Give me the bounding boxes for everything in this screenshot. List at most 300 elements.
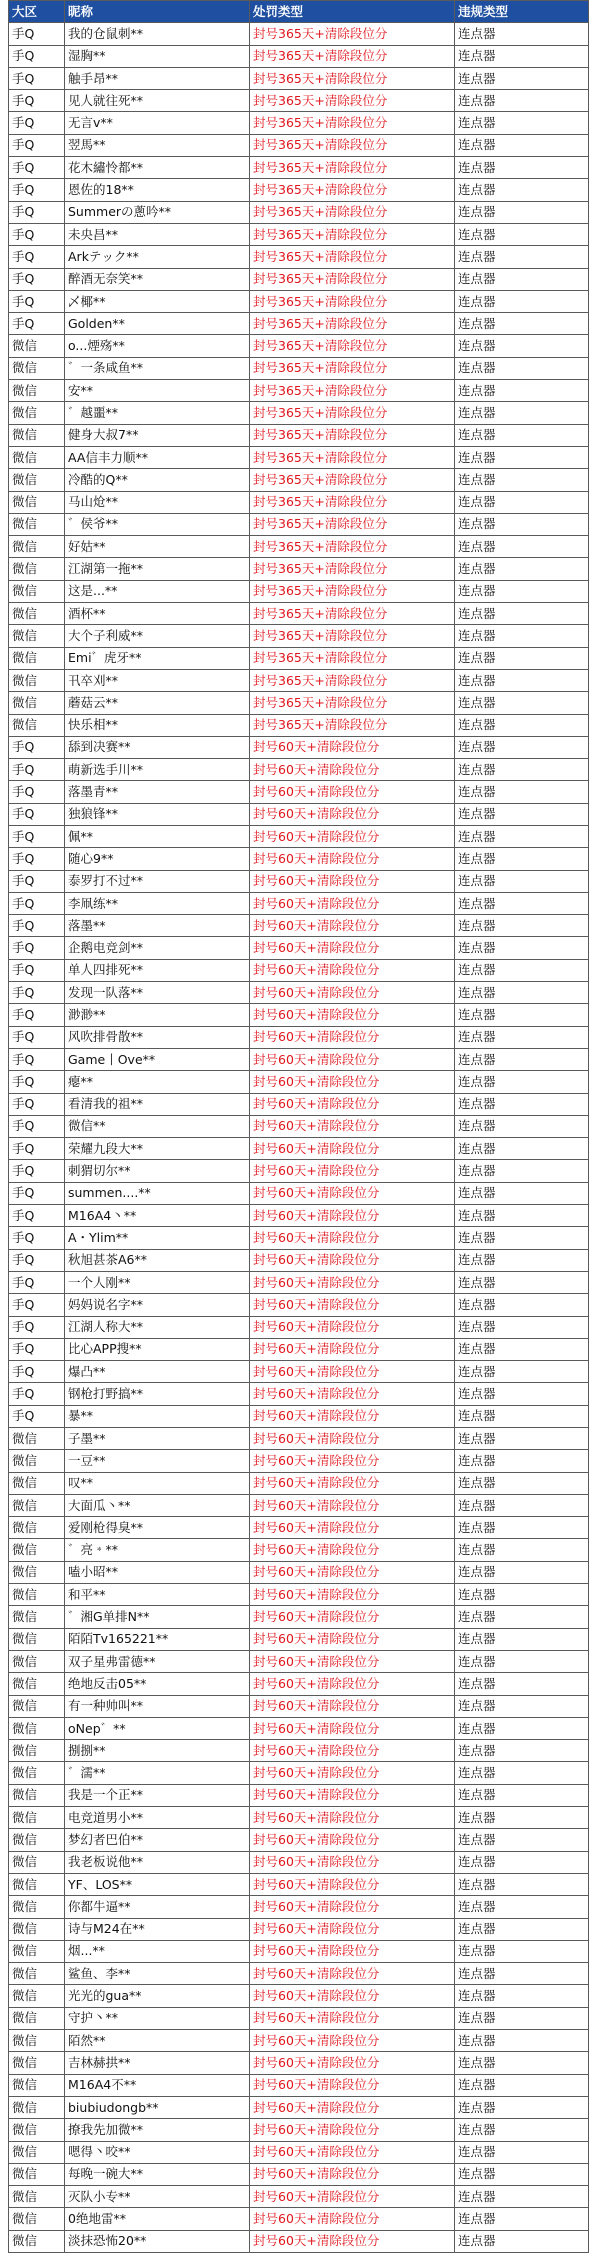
violation-cell: 连点器: [455, 90, 589, 112]
nickname-cell: 好姑**: [65, 536, 250, 558]
penalty-cell: 封号60天+清除段位分: [250, 870, 455, 892]
violation-cell: 连点器: [455, 2186, 589, 2208]
penalty-cell: 封号60天+清除段位分: [250, 803, 455, 825]
violation-cell: 连点器: [455, 870, 589, 892]
penalty-cell: 封号365天+清除段位分: [250, 223, 455, 245]
violation-cell: 连点器: [455, 2208, 589, 2230]
violation-cell: 连点器: [455, 759, 589, 781]
region-cell: 手Q: [9, 246, 65, 268]
table-row: [9, 1450, 589, 1472]
region-cell: 手Q: [9, 1361, 65, 1383]
table-row: [9, 1004, 589, 1026]
region-cell: 微信: [9, 692, 65, 714]
violation-cell: 连点器: [455, 2163, 589, 2185]
region-cell: 手Q: [9, 870, 65, 892]
violation-cell: 连点器: [455, 1494, 589, 1516]
table-row: [9, 1405, 589, 1427]
nickname-cell: 梦幻者巴伯**: [65, 1829, 250, 1851]
table-row: [9, 1963, 589, 1985]
table-row: [9, 1338, 589, 1360]
table-row: [9, 2074, 589, 2096]
nickname-cell: 每晚一碗大**: [65, 2163, 250, 2185]
penalty-cell: 封号60天+清除段位分: [250, 1650, 455, 1672]
table-row: [9, 179, 589, 201]
violation-cell: 连点器: [455, 1940, 589, 1962]
region-cell: 微信: [9, 558, 65, 580]
table-row: [9, 1873, 589, 1895]
violation-cell: 连点器: [455, 558, 589, 580]
nickname-cell: 叹**: [65, 1472, 250, 1494]
violation-cell: 连点器: [455, 357, 589, 379]
penalty-cell: 封号60天+清除段位分: [250, 1428, 455, 1450]
nickname-cell: 恩佐的18**: [65, 179, 250, 201]
penalty-cell: 封号60天+清除段位分: [250, 937, 455, 959]
region-cell: 微信: [9, 1450, 65, 1472]
nickname-cell: 子墨**: [65, 1428, 250, 1450]
table-row: [9, 357, 589, 379]
table-row: [9, 803, 589, 825]
table-row: [9, 1205, 589, 1227]
penalty-cell: 封号365天+清除段位分: [250, 45, 455, 67]
penalty-cell: 封号60天+清除段位分: [250, 1494, 455, 1516]
region-cell: 微信: [9, 1428, 65, 1450]
table-row: [9, 1717, 589, 1739]
violation-cell: 连点器: [455, 1695, 589, 1717]
table-row: [9, 603, 589, 625]
violation-cell: 连点器: [455, 1405, 589, 1427]
region-cell: 微信: [9, 1717, 65, 1739]
nickname-cell: 陌陌Tv165221**: [65, 1628, 250, 1650]
violation-cell: 连点器: [455, 1160, 589, 1182]
nickname-cell: oNep゛**: [65, 1717, 250, 1739]
region-cell: 微信: [9, 1561, 65, 1583]
violation-cell: 连点器: [455, 736, 589, 758]
nickname-cell: 我的仓鼠刺**: [65, 23, 250, 45]
table-row: [9, 313, 589, 335]
region-cell: 微信: [9, 2030, 65, 2052]
penalty-cell: 封号60天+清除段位分: [250, 1338, 455, 1360]
nickname-cell: ゛亮﹡**: [65, 1539, 250, 1561]
table-row: [9, 982, 589, 1004]
region-cell: 手Q: [9, 982, 65, 1004]
penalty-cell: 封号60天+清除段位分: [250, 1963, 455, 1985]
penalty-cell: 封号60天+清除段位分: [250, 1517, 455, 1539]
table-row: [9, 1138, 589, 1160]
nickname-cell: 萌新选手川**: [65, 759, 250, 781]
nickname-cell: 和平**: [65, 1584, 250, 1606]
table-row: [9, 1182, 589, 1204]
region-cell: 微信: [9, 380, 65, 402]
nickname-cell: 嗑小昭**: [65, 1561, 250, 1583]
table-row: [9, 2141, 589, 2163]
violation-cell: 连点器: [455, 1985, 589, 2007]
region-cell: 手Q: [9, 223, 65, 245]
violation-cell: 连点器: [455, 1249, 589, 1271]
violation-cell: 连点器: [455, 1428, 589, 1450]
region-cell: 微信: [9, 1539, 65, 1561]
penalty-cell: 封号60天+清除段位分: [250, 1628, 455, 1650]
region-cell: 微信: [9, 2096, 65, 2118]
penalty-cell: 封号60天+清除段位分: [250, 1896, 455, 1918]
penalty-cell: 封号60天+清除段位分: [250, 1048, 455, 1070]
violation-cell: 连点器: [455, 2052, 589, 2074]
table-row: [9, 1650, 589, 1672]
nickname-cell: 大面瓜丶**: [65, 1494, 250, 1516]
region-cell: 微信: [9, 1762, 65, 1784]
violation-cell: 连点器: [455, 1517, 589, 1539]
nickname-cell: 泰罗打不过**: [65, 870, 250, 892]
nickname-cell: 这是...**: [65, 580, 250, 602]
region-cell: 微信: [9, 402, 65, 424]
region-cell: 微信: [9, 2163, 65, 2185]
table-row: [9, 558, 589, 580]
region-cell: 手Q: [9, 45, 65, 67]
table-row: [9, 1539, 589, 1561]
table-row: [9, 223, 589, 245]
region-cell: 微信: [9, 335, 65, 357]
table-row: [9, 759, 589, 781]
violation-cell: 连点器: [455, 1205, 589, 1227]
nickname-cell: 落墨**: [65, 915, 250, 937]
penalty-cell: 封号365天+清除段位分: [250, 603, 455, 625]
nickname-cell: M16A4不**: [65, 2074, 250, 2096]
region-cell: 微信: [9, 536, 65, 558]
table-row: [9, 469, 589, 491]
region-cell: 微信: [9, 2007, 65, 2029]
region-cell: 手Q: [9, 290, 65, 312]
nickname-cell: 吉林赫拱**: [65, 2052, 250, 2074]
nickname-cell: 渺渺**: [65, 1004, 250, 1026]
nickname-cell: 李凧练**: [65, 892, 250, 914]
penalty-cell: 封号365天+清除段位分: [250, 157, 455, 179]
table-row: [9, 1160, 589, 1182]
violation-cell: 连点器: [455, 848, 589, 870]
penalty-cell: 封号60天+清除段位分: [250, 1093, 455, 1115]
penalty-cell: 封号365天+清除段位分: [250, 424, 455, 446]
nickname-cell: 诗与M24在**: [65, 1918, 250, 1940]
penalty-cell: 封号60天+清除段位分: [250, 1450, 455, 1472]
region-cell: 手Q: [9, 1205, 65, 1227]
penalty-cell: 封号365天+清除段位分: [250, 536, 455, 558]
violation-cell: 连点器: [455, 1182, 589, 1204]
nickname-cell: 微信**: [65, 1115, 250, 1137]
violation-cell: 连点器: [455, 402, 589, 424]
region-cell: 手Q: [9, 268, 65, 290]
table-row: [9, 2119, 589, 2141]
region-cell: 手Q: [9, 157, 65, 179]
nickname-cell: 花木繡怜都**: [65, 157, 250, 179]
region-cell: 微信: [9, 1851, 65, 1873]
region-cell: 手Q: [9, 1249, 65, 1271]
region-cell: 手Q: [9, 848, 65, 870]
violation-cell: 连点器: [455, 1807, 589, 1829]
table-row: [9, 781, 589, 803]
violation-cell: 连点器: [455, 959, 589, 981]
violation-cell: 连点器: [455, 1963, 589, 1985]
violation-cell: 连点器: [455, 1338, 589, 1360]
region-cell: 微信: [9, 1807, 65, 1829]
violation-cell: 连点器: [455, 1450, 589, 1472]
nickname-cell: 秋旭甚茶A6**: [65, 1249, 250, 1271]
region-cell: 微信: [9, 1940, 65, 1962]
penalty-cell: 封号60天+清除段位分: [250, 1115, 455, 1137]
violation-cell: 连点器: [455, 380, 589, 402]
violation-cell: 连点器: [455, 1762, 589, 1784]
violation-cell: 连点器: [455, 803, 589, 825]
table-row: [9, 1851, 589, 1873]
penalty-cell: 封号60天+清除段位分: [250, 2141, 455, 2163]
table-row: [9, 1584, 589, 1606]
table-row: [9, 1829, 589, 1851]
penalty-cell: 封号365天+清除段位分: [250, 290, 455, 312]
table-row: [9, 1249, 589, 1271]
penalty-cell: 封号60天+清除段位分: [250, 1762, 455, 1784]
nickname-cell: summen....**: [65, 1182, 250, 1204]
nickname-cell: ゛侯爷**: [65, 513, 250, 535]
nickname-cell: M16A4丶**: [65, 1205, 250, 1227]
region-cell: 微信: [9, 491, 65, 513]
table-row: [9, 2030, 589, 2052]
table-row: [9, 915, 589, 937]
penalty-cell: 封号60天+清除段位分: [250, 1182, 455, 1204]
region-cell: 微信: [9, 1784, 65, 1806]
violation-cell: 连点器: [455, 1740, 589, 1762]
region-cell: 手Q: [9, 1093, 65, 1115]
region-cell: 微信: [9, 2141, 65, 2163]
nickname-cell: 大个子利威**: [65, 625, 250, 647]
table-row: [9, 1071, 589, 1093]
violation-cell: 连点器: [455, 112, 589, 134]
violation-cell: 连点器: [455, 2230, 589, 2252]
nickname-cell: 蘑菇云**: [65, 692, 250, 714]
penalty-cell: 封号365天+清除段位分: [250, 692, 455, 714]
violation-cell: 连点器: [455, 1048, 589, 1070]
table-row: [9, 1673, 589, 1695]
region-cell: 手Q: [9, 1004, 65, 1026]
violation-cell: 连点器: [455, 157, 589, 179]
penalty-cell: 封号60天+清除段位分: [250, 1673, 455, 1695]
violation-cell: 连点器: [455, 1851, 589, 1873]
nickname-cell: 乄椰**: [65, 290, 250, 312]
region-cell: 微信: [9, 1985, 65, 2007]
violation-cell: 连点器: [455, 201, 589, 223]
table-row: [9, 1896, 589, 1918]
violation-cell: 连点器: [455, 223, 589, 245]
region-cell: 微信: [9, 469, 65, 491]
nickname-cell: 电竞道男小**: [65, 1807, 250, 1829]
nickname-cell: 江湖第一拖**: [65, 558, 250, 580]
region-cell: 微信: [9, 513, 65, 535]
region-cell: 手Q: [9, 23, 65, 45]
table-row: [9, 491, 589, 513]
table-row: [9, 892, 589, 914]
region-cell: 手Q: [9, 90, 65, 112]
region-cell: 手Q: [9, 1383, 65, 1405]
violation-cell: 连点器: [455, 1004, 589, 1026]
nickname-cell: 醉酒无奈笑**: [65, 268, 250, 290]
violation-cell: 连点器: [455, 1896, 589, 1918]
region-cell: 微信: [9, 647, 65, 669]
violation-cell: 连点器: [455, 179, 589, 201]
table-row: [9, 67, 589, 89]
nickname-cell: YF、LOS**: [65, 1873, 250, 1895]
region-cell: 微信: [9, 1628, 65, 1650]
table-row: [9, 1115, 589, 1137]
penalty-cell: 封号365天+清除段位分: [250, 246, 455, 268]
penalty-cell: 封号60天+清除段位分: [250, 1918, 455, 1940]
penalty-cell: 封号365天+清除段位分: [250, 268, 455, 290]
region-cell: 微信: [9, 1606, 65, 1628]
region-cell: 手Q: [9, 1405, 65, 1427]
table-row: [9, 1695, 589, 1717]
nickname-cell: 无言v**: [65, 112, 250, 134]
region-cell: 微信: [9, 2074, 65, 2096]
region-cell: 微信: [9, 1740, 65, 1762]
region-cell: 手Q: [9, 1071, 65, 1093]
region-cell: 手Q: [9, 1138, 65, 1160]
penalty-cell: 封号60天+清除段位分: [250, 1985, 455, 2007]
nickname-cell: 爆凸**: [65, 1361, 250, 1383]
nickname-cell: 妈妈说名字**: [65, 1294, 250, 1316]
nickname-cell: 爱刚枪得臭**: [65, 1517, 250, 1539]
region-cell: 手Q: [9, 1026, 65, 1048]
table-row: [9, 1227, 589, 1249]
table-row: [9, 2186, 589, 2208]
violation-cell: 连点器: [455, 1227, 589, 1249]
nickname-cell: 暴**: [65, 1405, 250, 1427]
nickname-cell: 灭队小专**: [65, 2186, 250, 2208]
penalty-cell: 封号60天+清除段位分: [250, 2230, 455, 2252]
violation-cell: 连点器: [455, 1873, 589, 1895]
nickname-cell: 健身大叔7**: [65, 424, 250, 446]
nickname-cell: 钢枪打野搞**: [65, 1383, 250, 1405]
penalty-cell: 封号60天+清除段位分: [250, 2007, 455, 2029]
violation-cell: 连点器: [455, 424, 589, 446]
penalty-cell: 封号60天+清除段位分: [250, 982, 455, 1004]
table-row: [9, 580, 589, 602]
penalty-cell: 封号60天+清除段位分: [250, 2030, 455, 2052]
table-row: [9, 825, 589, 847]
violation-cell: 连点器: [455, 781, 589, 803]
penalty-cell: 封号365天+清除段位分: [250, 179, 455, 201]
penalty-cell: 封号60天+清除段位分: [250, 1361, 455, 1383]
penalty-cell: 封号365天+清除段位分: [250, 67, 455, 89]
penalty-cell: 封号60天+清除段位分: [250, 1740, 455, 1762]
violation-cell: 连点器: [455, 1606, 589, 1628]
region-cell: 手Q: [9, 1048, 65, 1070]
region-cell: 微信: [9, 1896, 65, 1918]
nickname-cell: Summerの蔥吟**: [65, 201, 250, 223]
violation-cell: 连点器: [455, 1361, 589, 1383]
penalty-cell: 封号60天+清除段位分: [250, 759, 455, 781]
penalty-cell: 封号60天+清除段位分: [250, 1205, 455, 1227]
violation-cell: 连点器: [455, 714, 589, 736]
penalty-cell: 封号365天+清除段位分: [250, 647, 455, 669]
nickname-cell: 陌然**: [65, 2030, 250, 2052]
nickname-cell: 江湖人称大**: [65, 1316, 250, 1338]
region-cell: 微信: [9, 1517, 65, 1539]
nickname-cell: 未央昌**: [65, 223, 250, 245]
nickname-cell: 看清我的祖**: [65, 1093, 250, 1115]
nickname-cell: 发现一队落**: [65, 982, 250, 1004]
penalty-cell: 封号60天+清除段位分: [250, 1829, 455, 1851]
region-cell: 手Q: [9, 1294, 65, 1316]
penalty-cell: 封号60天+清除段位分: [250, 1383, 455, 1405]
region-cell: 微信: [9, 446, 65, 468]
penalty-cell: 封号60天+清除段位分: [250, 1472, 455, 1494]
table-row: [9, 2230, 589, 2252]
region-cell: 微信: [9, 2052, 65, 2074]
table-row: [9, 1784, 589, 1806]
region-cell: 微信: [9, 603, 65, 625]
nickname-cell: 撩我先加微**: [65, 2119, 250, 2141]
region-cell: 手Q: [9, 937, 65, 959]
region-cell: 微信: [9, 1695, 65, 1717]
region-cell: 微信: [9, 1918, 65, 1940]
table-row: [9, 90, 589, 112]
table-row: [9, 1271, 589, 1293]
violation-cell: 连点器: [455, 246, 589, 268]
violation-cell: 连点器: [455, 1539, 589, 1561]
region-cell: 微信: [9, 669, 65, 691]
table-row: [9, 536, 589, 558]
region-cell: 手Q: [9, 1227, 65, 1249]
nickname-cell: 企鹅电竞剑**: [65, 937, 250, 959]
penalty-cell: 封号365天+清除段位分: [250, 23, 455, 45]
table-row: [9, 112, 589, 134]
table-row: [9, 1940, 589, 1962]
penalty-cell: 封号60天+清除段位分: [250, 1249, 455, 1271]
penalty-cell: 封号60天+清除段位分: [250, 1561, 455, 1583]
violation-cell: 连点器: [455, 2119, 589, 2141]
violation-cell: 连点器: [455, 1650, 589, 1672]
violation-cell: 连点器: [455, 647, 589, 669]
table-row: [9, 1093, 589, 1115]
violation-cell: 连点器: [455, 2096, 589, 2118]
table-row: [9, 1026, 589, 1048]
penalty-cell: 封号60天+清除段位分: [250, 1784, 455, 1806]
region-cell: 手Q: [9, 67, 65, 89]
violation-cell: 连点器: [455, 335, 589, 357]
table-row: [9, 157, 589, 179]
nickname-cell: ゛一条咸鱼**: [65, 357, 250, 379]
violation-cell: 连点器: [455, 67, 589, 89]
table-row: [9, 1361, 589, 1383]
header-nickname: 昵称: [65, 1, 250, 23]
penalty-cell: 封号60天+清除段位分: [250, 2096, 455, 2118]
penalty-cell: 封号60天+清除段位分: [250, 1316, 455, 1338]
region-cell: 手Q: [9, 134, 65, 156]
nickname-cell: 一豆**: [65, 1450, 250, 1472]
penalty-cell: 封号365天+清除段位分: [250, 580, 455, 602]
violation-cell: 连点器: [455, 982, 589, 1004]
region-cell: 微信: [9, 580, 65, 602]
penalty-cell: 封号60天+清除段位分: [250, 1584, 455, 1606]
penalty-cell: 封号60天+清除段位分: [250, 1271, 455, 1293]
table-row: [9, 402, 589, 424]
nickname-cell: 捌捌**: [65, 1740, 250, 1762]
table-row: [9, 1316, 589, 1338]
violation-cell: 连点器: [455, 915, 589, 937]
penalty-cell: 封号60天+清除段位分: [250, 1606, 455, 1628]
nickname-cell: 落墨青**: [65, 781, 250, 803]
penalty-cell: 封号60天+清除段位分: [250, 1294, 455, 1316]
violation-cell: 连点器: [455, 1093, 589, 1115]
penalty-cell: 封号365天+清除段位分: [250, 335, 455, 357]
violation-cell: 连点器: [455, 2030, 589, 2052]
region-cell: 手Q: [9, 892, 65, 914]
nickname-cell: 舔到决赛**: [65, 736, 250, 758]
